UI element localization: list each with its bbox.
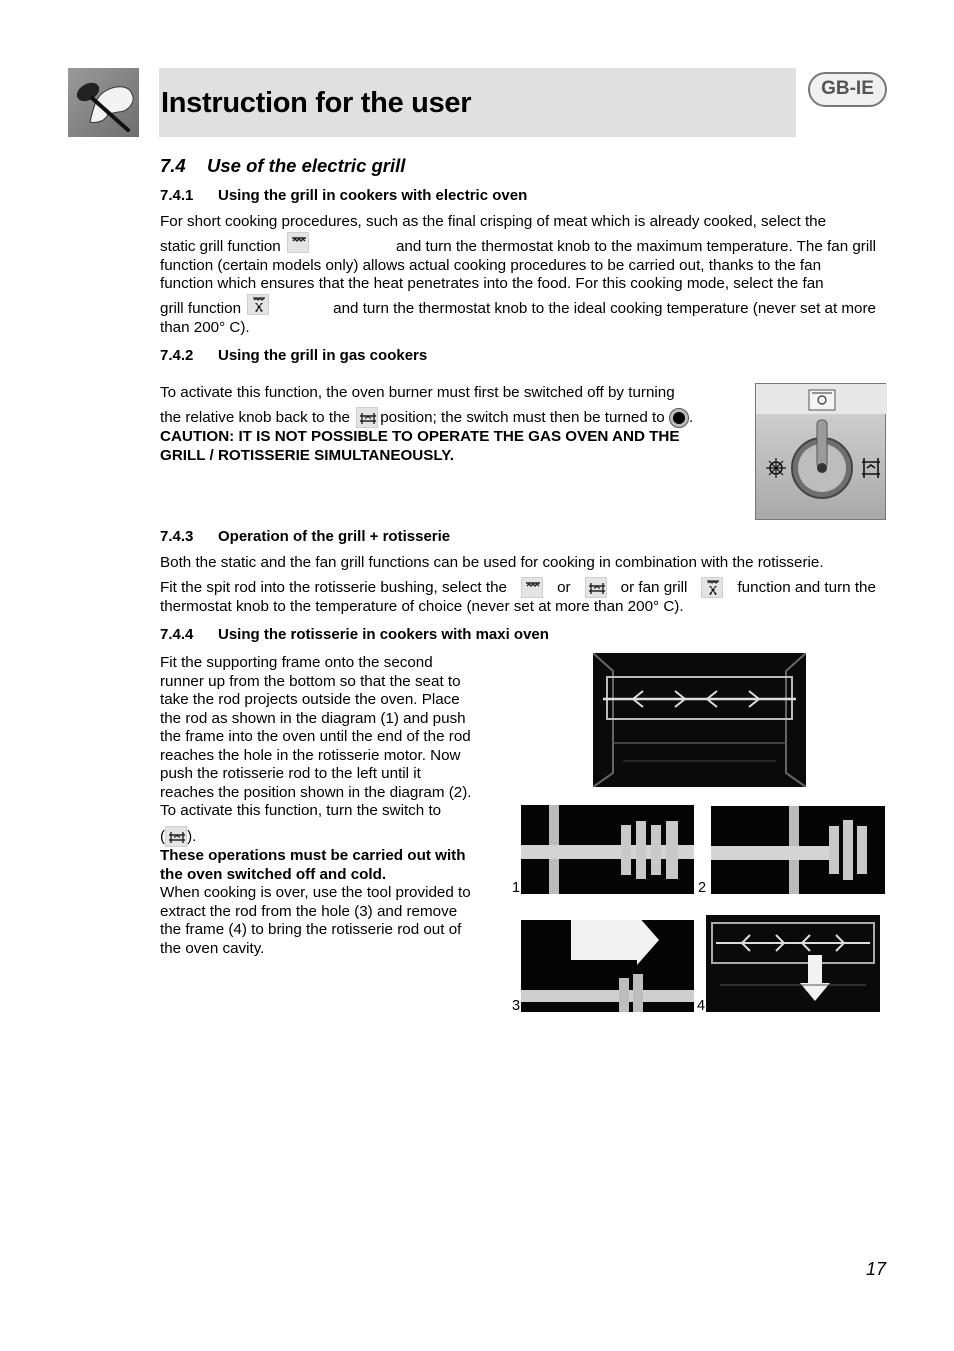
language-badge: GB-IE [808, 72, 887, 107]
text-line: the rod as shown in the diagram (1) and push [160, 709, 466, 727]
text-line: reaches the position shown in the diagram (2). [160, 783, 472, 801]
warning-line: the oven switched off and cold. [160, 865, 387, 883]
subsection-number: 7.4.3 [160, 528, 194, 545]
page-number: 17 [866, 1259, 887, 1279]
subsection-number: 7.4.2 [160, 347, 194, 364]
control-knob-image [755, 383, 886, 520]
rod-extraction-photo-3 [521, 920, 694, 1012]
rod-position-photo-2 [711, 806, 885, 894]
text-line: and turn the thermostat knob to the ideal cooking temperature (never set at more [333, 300, 876, 317]
text-line: Fit the supporting frame onto the second [160, 654, 433, 671]
fan-grill-icon [701, 577, 723, 598]
text-line: the frame into the oven until the end of the rod [160, 728, 471, 745]
text-line: static grill function [160, 232, 311, 257]
warning-line: These operations must be carried out with [160, 846, 466, 864]
text-line: runner up from the bottom so that the seat to [160, 672, 461, 690]
caution-line: CAUTION: IT IS NOT POSSIBLE TO OPERATE THE GAS OVEN AND THE [160, 427, 680, 445]
paragraph-742 [160, 384, 727, 466]
rotisserie-icon [165, 826, 187, 847]
text-line: grill function [160, 294, 271, 319]
subsection-number: 7.4.4 [160, 626, 194, 643]
text-line: thermostat knob to the temperature of choice (never set at more than 200° C). [160, 597, 684, 615]
text-line: the frame (4) to bring the rotisserie rod out of [160, 921, 462, 938]
subsection-heading-742 [160, 347, 427, 365]
subsection-number: 7.4.1 [160, 187, 194, 204]
static-grill-icon [287, 232, 309, 253]
paragraph-744 [160, 654, 489, 958]
section-number: 7.4 [160, 155, 186, 176]
static-grill-icon [521, 577, 543, 598]
subsection-heading-744 [160, 626, 549, 644]
text-line: ( ). [160, 821, 489, 847]
subsection-title: Operation of the grill + rotisserie [218, 528, 451, 545]
frame-removal-photo-4 [706, 915, 880, 1012]
fan-grill-icon [247, 294, 269, 315]
caution-line: GRILL / ROTISSERIE SIMULTANEOUSLY. [160, 446, 454, 464]
text-line: take the rod projects outside the oven. Place [160, 691, 460, 708]
text-line: Both the static and the fan grill functions can be used for cooking in combination with the rotisserie. [160, 554, 824, 571]
logo [68, 68, 139, 137]
subsection-heading-741 [160, 187, 527, 205]
figure-label: 3 [512, 998, 521, 1014]
text-line: function which ensures that the heat penetrates into the food. For this cooking mode, select the fan [160, 275, 824, 292]
subsection-title: Using the grill in cookers with electric oven [218, 187, 528, 204]
text-line: To activate this function, the oven burner must first be switched off by turning [160, 384, 675, 401]
text-line: Fit the spit rod into the rotisserie bushing, select the or or fan grill function and turn the [160, 572, 876, 598]
subsection-title: Using the rotisserie in cookers with maxi oven [218, 626, 549, 643]
oven-rotisserie-photo [593, 653, 806, 787]
subsection-title: Using the grill in gas cookers [218, 347, 428, 364]
text-line: the relative knob back to the position; the switch must then be turned to . [160, 402, 727, 428]
text-line: For short cooking procedures, such as the final crisping of meat which is already cooked, select the [160, 213, 827, 230]
text-line: extract the rod from the hole (3) and remove [160, 902, 458, 920]
spoon-chef-hat-icon [68, 68, 139, 137]
paragraph-741 [160, 213, 876, 337]
text-line: push the rotisserie rod to the left until it [160, 765, 421, 782]
figure-label: 2 [698, 880, 707, 896]
page-title: Instruction for the user [161, 87, 472, 119]
figure-label: 4 [697, 998, 706, 1014]
text-line: than 200° C). [160, 318, 250, 336]
knob-on-icon [669, 408, 689, 428]
text-line: reaches the hole in the rotisserie motor. Now [160, 746, 461, 764]
figure-label: 1 [512, 880, 521, 896]
text-line: To activate this function, turn the switch to [160, 802, 442, 819]
subsection-heading-743 [160, 528, 450, 546]
rod-position-photo-1 [521, 805, 694, 894]
paragraph-743 [160, 554, 876, 616]
text-line: When cooking is over, use the tool provided to [160, 884, 471, 901]
rotisserie-icon [356, 407, 378, 428]
section-title: Use of the electric grill [207, 155, 406, 176]
text-line: the oven cavity. [160, 939, 265, 957]
text-line: and turn the thermostat knob to the maximum temperature. The fan grill [395, 238, 876, 255]
section-heading [160, 155, 405, 177]
rotisserie-icon [585, 577, 607, 598]
text-line: function (certain models only) allows actual cooking procedures to be carried out, thanks to the fan [160, 256, 822, 274]
